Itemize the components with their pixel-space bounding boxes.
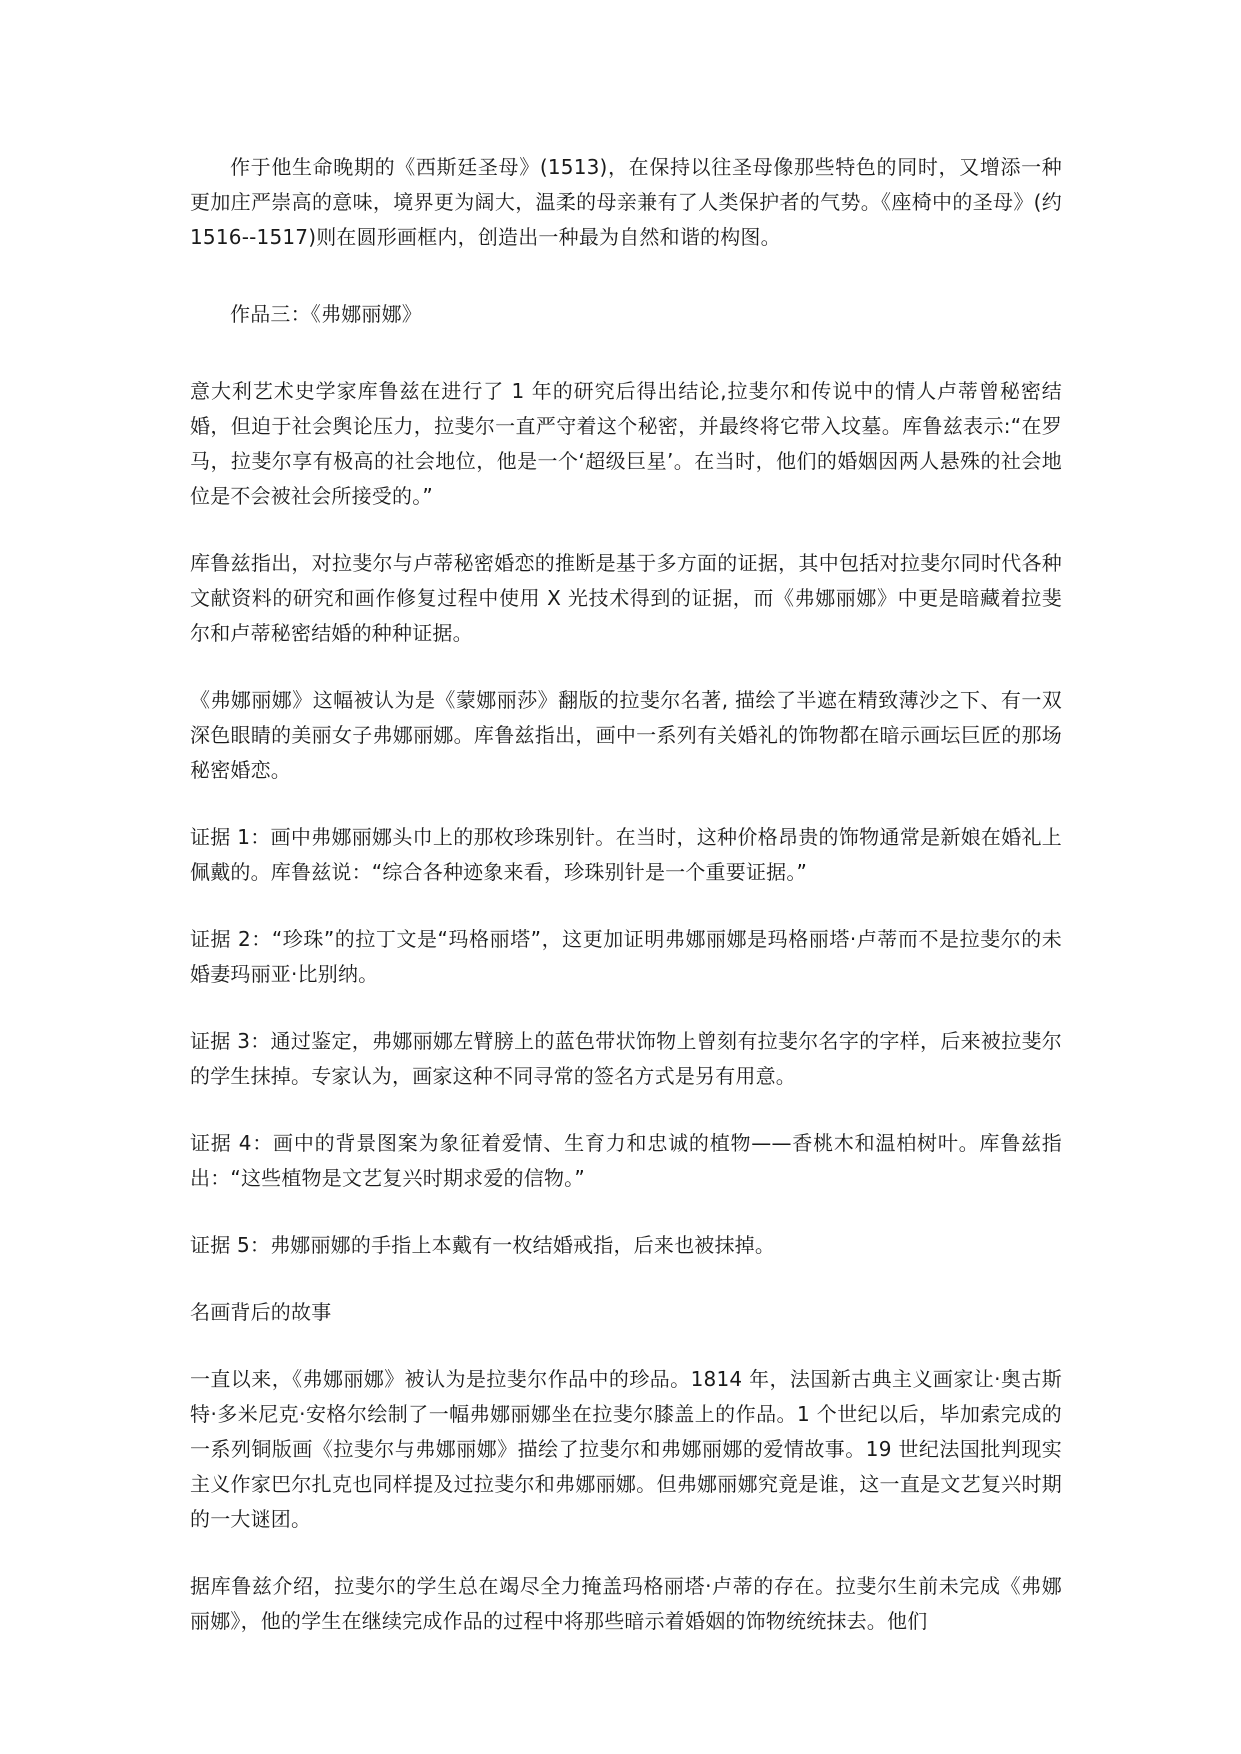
section-heading-work-three: 作品三：《弗娜丽娜》 <box>230 302 422 326</box>
paragraph-evidence-basis: 库鲁兹指出，对拉斐尔与卢蒂秘密婚恋的推断是基于多方面的证据，其中包括对拉斐尔同时代各种文献资料的研究和画作修复过程中使用 X 光技术得到的证据，而《弗娜丽娜》中更是暗藏着拉斐尔和卢蒂秘密结婚的种种证据。 <box>190 551 1062 645</box>
document-page <box>190 150 1062 1639</box>
paragraph-fornarina-history: 一直以来，《弗娜丽娜》被认为是拉斐尔作品中的珍品。1814 年，法国新古典主义画家让·奥古斯特·多米尼克·安格尔绘制了一幅弗娜丽娜坐在拉斐尔膝盖上的作品。1 个世纪以后，毕加索完成的一系列铜版画《拉斐尔与弗娜丽娜》描绘了拉斐尔和弗娜丽娜的爱情故事。19 世纪法国批判现实主义作家巴尔扎克也同样提及过拉斐尔和弗娜丽娜。但弗娜丽娜究竟是谁，这一直是文艺复兴时期的一大谜团。 <box>190 1367 1063 1531</box>
paragraph-sistine-madonna: 作于他生命晚期的《西斯廷圣母》(1513)，在保持以往圣母像那些特色的同时，又增添一种更加庄严崇高的意味，境界更为阔大，温柔的母亲兼有了人类保护者的气势。《座椅中的圣母》(约 1516--1517)则在圆形画框内，创造出一种最为自然和谐的构图。 <box>190 155 1062 249</box>
paragraph-students-cover-up: 据库鲁兹介绍，拉斐尔的学生总在竭尽全力掩盖玛格丽塔·卢蒂的存在。拉斐尔生前未完成《弗娜丽娜》，他的学生在继续完成作品的过程中将那些暗示着婚姻的饰物统统抹去。他们 <box>190 1574 1062 1633</box>
paragraph-evidence-5: 证据 5：弗娜丽娜的手指上本戴有一枚结婚戒指，后来也被抹掉。 <box>190 1233 776 1257</box>
paragraph-evidence-3: 证据 3：通过鉴定，弗娜丽娜左臂膀上的蓝色带状饰物上曾刻有拉斐尔名字的字样，后来被拉斐尔的学生抹掉。专家认为，画家这种不同寻常的签名方式是另有用意。 <box>190 1029 1062 1088</box>
paragraph-evidence-4: 证据 4：画中的背景图案为象征着爱情、生育力和忠诚的植物——香桃木和温柏树叶。库鲁兹指出：“这些植物是文艺复兴时期求爱的信物。” <box>190 1131 1062 1190</box>
paragraph-evidence-1: 证据 1：画中弗娜丽娜头巾上的那枚珍珠别针。在当时，这种价格昂贵的饰物通常是新娘在婚礼上佩戴的。库鲁兹说：“综合各种迹象来看，珍珠别针是一个重要证据。” <box>190 825 1062 884</box>
paragraph-evidence-2: 证据 2：“珍珠”的拉丁文是“玛格丽塔”，这更加证明弗娜丽娜是玛格丽塔·卢蒂而不是拉斐尔的未婚妻玛丽亚·比别纳。 <box>190 927 1062 986</box>
paragraph-secret-marriage: 意大利艺术史学家库鲁兹在进行了 1 年的研究后得出结论,拉斐尔和传说中的情人卢蒂曾秘密结婚，但迫于社会舆论压力，拉斐尔一直严守着这个秘密，并最终将它带入坟墓。库鲁兹表示:“在罗马，拉斐尔享有极高的社会地位，他是一个‘超级巨星’。在当时，他们的婚姻因两人悬殊的社会地位是不会被社会所接受的。” <box>190 379 1062 508</box>
section-heading-story: 名画背后的故事 <box>190 1300 332 1324</box>
paragraph-fornarina-description: 《弗娜丽娜》这幅被认为是《蒙娜丽莎》翻版的拉斐尔名著, 描绘了半遮在精致薄沙之下、有一双深色眼睛的美丽女子弗娜丽娜。库鲁兹指出，画中一系列有关婚礼的饰物都在暗示画坛巨匠的那场秘密婚恋。 <box>190 688 1062 782</box>
